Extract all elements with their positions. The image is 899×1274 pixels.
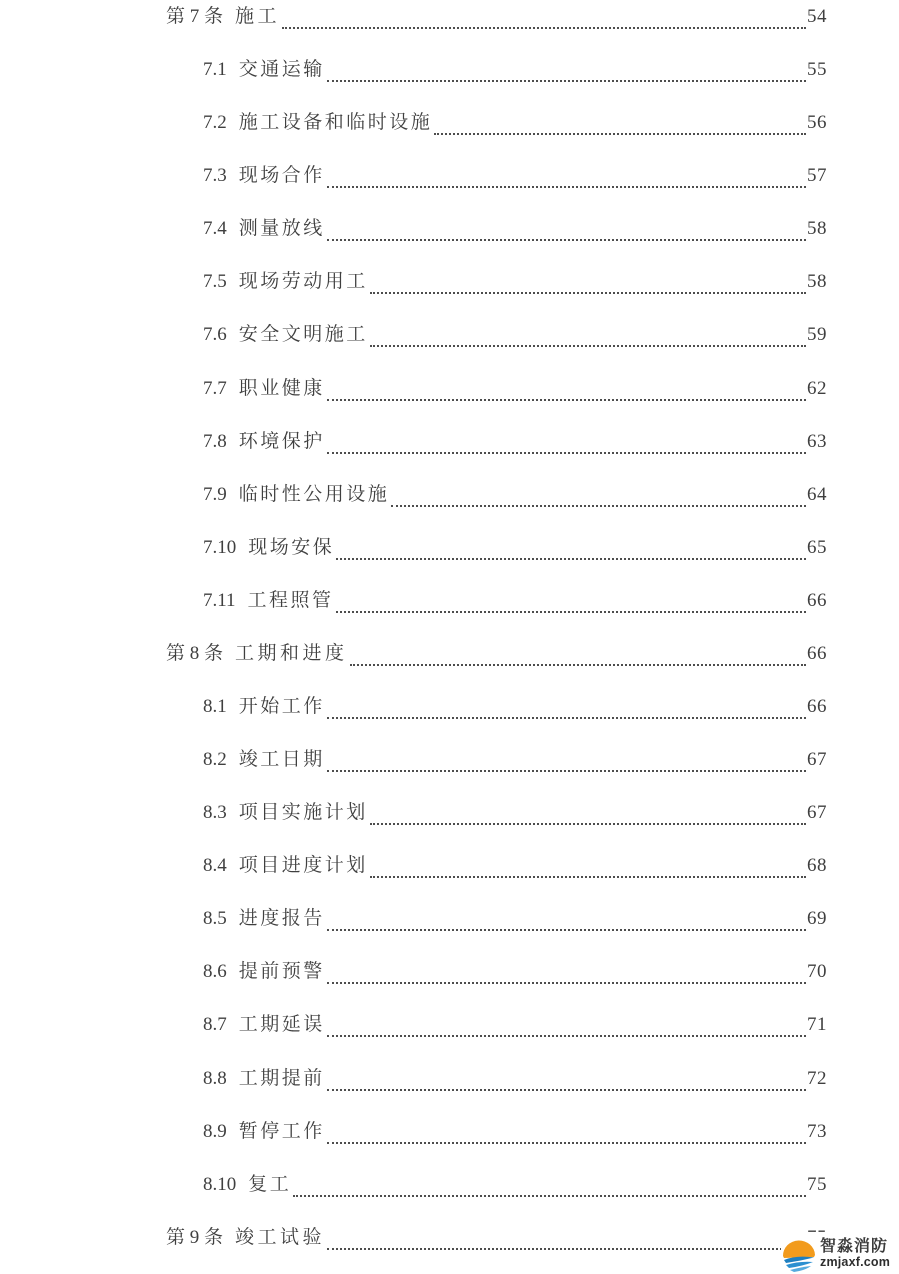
toc-entry (0, 849, 899, 902)
entry-title: 进度报告 (238, 908, 325, 930)
page-number: 73 (807, 1120, 827, 1142)
page-number: 59 (807, 324, 827, 346)
toc-entry (0, 1168, 899, 1221)
dot-leader (327, 217, 806, 241)
toc-entry (0, 690, 899, 743)
page-number: 58 (807, 271, 827, 293)
entry-title: 现场劳动用工 (238, 271, 368, 293)
entry-number: 8.8 (203, 1067, 227, 1089)
page-number: 67 (807, 802, 827, 824)
dot-leader (350, 642, 806, 666)
dot-leader (370, 270, 806, 294)
toc-entry (0, 1221, 899, 1274)
dot-leader (293, 1173, 806, 1197)
watermark-logo-icon (781, 1237, 817, 1273)
watermark-brand: 智淼消防 (820, 1238, 889, 1256)
entry-number: 8.2 (203, 749, 227, 771)
entry-title: 职业健康 (238, 377, 325, 399)
page-number: 54 (807, 6, 827, 27)
entry-title: 交通运输 (238, 59, 325, 81)
toc-entry (0, 159, 899, 212)
entry-number: 8.6 (203, 961, 227, 983)
dot-leader (327, 377, 806, 401)
entry-number: 7.3 (203, 165, 227, 187)
dot-leader (370, 323, 806, 347)
entry-title: 复工 (248, 1173, 292, 1195)
page-number: 72 (807, 1067, 827, 1089)
entry-number: 7.1 (203, 59, 227, 81)
entry-number: 7.2 (203, 112, 227, 134)
entry-title: 提前预警 (238, 961, 325, 983)
toc-entry (0, 53, 899, 106)
entry-title: 安全文明施工 (238, 324, 368, 346)
dot-leader (327, 164, 806, 188)
entry-title: 竣工试验 (235, 1226, 326, 1248)
dot-leader (336, 536, 806, 560)
toc-entry (0, 1008, 899, 1061)
toc-entry (0, 1062, 899, 1115)
entry-number: 8.9 (203, 1120, 227, 1142)
toc-entry (0, 212, 899, 265)
entry-number: 7.6 (203, 324, 227, 346)
toc-entry (0, 106, 899, 159)
entry-number: 7.8 (203, 430, 227, 452)
page-number: 58 (807, 218, 827, 240)
entry-number: 7.4 (203, 218, 227, 240)
dot-leader (327, 58, 806, 82)
entry-number: 7.5 (203, 271, 227, 293)
dot-leader (327, 1067, 806, 1091)
toc-entry (0, 318, 899, 371)
page-number: 69 (807, 908, 827, 930)
dot-leader (336, 589, 806, 613)
page-number: 66 (807, 589, 827, 611)
entry-number: 8.10 (203, 1173, 237, 1195)
watermark-domain: zmjaxf.com (820, 1254, 891, 1269)
page-number: 67 (807, 749, 827, 771)
dot-leader (327, 1120, 806, 1144)
page-number: 75 (807, 1173, 827, 1195)
page-number: 66 (807, 696, 827, 718)
entry-number: 8.5 (203, 908, 227, 930)
entry-number: 8.7 (203, 1014, 227, 1036)
watermark-badge (781, 1232, 898, 1274)
toc-entry (0, 743, 899, 796)
entry-title: 环境保护 (238, 430, 325, 452)
page-number: 64 (807, 483, 827, 505)
entry-number: 7.7 (203, 377, 227, 399)
entry-number: 8.4 (203, 855, 227, 877)
page-number: 70 (807, 961, 827, 983)
page-number: 68 (807, 855, 827, 877)
toc-entry (0, 637, 899, 690)
dot-leader (327, 1226, 806, 1250)
toc-entry (0, 265, 899, 318)
entry-title: 项目进度计划 (238, 855, 368, 877)
page-number: 63 (807, 430, 827, 452)
page-number: 65 (807, 536, 827, 558)
dot-leader (327, 960, 806, 984)
entry-title: 现场合作 (238, 165, 325, 187)
entry-number: 8.3 (203, 802, 227, 824)
page-number: 57 (807, 165, 827, 187)
entry-title: 竣工日期 (238, 749, 325, 771)
entry-title: 测量放线 (238, 218, 325, 240)
dot-leader (370, 854, 806, 878)
entry-title: 工期提前 (238, 1067, 325, 1089)
page-number: 62 (807, 377, 827, 399)
toc-entry (0, 955, 899, 1008)
toc-entry (0, 1115, 899, 1168)
entry-number: 7.11 (203, 589, 236, 611)
entry-title: 开始工作 (238, 696, 325, 718)
dot-leader (327, 1013, 806, 1037)
dot-leader (391, 483, 806, 507)
dot-leader (327, 695, 806, 719)
dot-leader (282, 5, 806, 29)
toc-entry (0, 478, 899, 531)
toc-entry (0, 796, 899, 849)
page-number: 66 (807, 642, 827, 664)
dot-leader (327, 430, 806, 454)
toc-entry (0, 372, 899, 425)
entry-title: 工程照管 (247, 589, 334, 611)
entry-number: 8.1 (203, 696, 227, 718)
entry-title: 施工 (235, 6, 281, 27)
entry-title: 临时性公用设施 (238, 483, 390, 505)
entry-title: 工期和进度 (235, 642, 348, 664)
toc-entry (0, 425, 899, 478)
page-number: 56 (807, 112, 827, 134)
toc-entry (0, 902, 899, 955)
entry-title: 施工设备和临时设施 (238, 112, 433, 134)
toc-entry (0, 531, 899, 584)
page-number: 55 (807, 59, 827, 81)
entry-number: 第 8 条 (166, 642, 224, 664)
page-number: 71 (807, 1014, 827, 1036)
entry-number: 第 7 条 (166, 6, 224, 27)
entry-title: 项目实施计划 (238, 802, 368, 824)
dot-leader (370, 801, 806, 825)
dot-leader (327, 748, 806, 772)
toc-entry (0, 0, 899, 53)
entry-title: 工期延误 (238, 1014, 325, 1036)
entry-title: 现场安保 (248, 536, 335, 558)
entry-title: 暂停工作 (238, 1120, 325, 1142)
entry-number: 7.10 (203, 536, 237, 558)
entry-number: 7.9 (203, 483, 227, 505)
entry-number: 第 9 条 (166, 1226, 224, 1248)
watermark-text (820, 1239, 890, 1269)
dot-leader (434, 111, 806, 135)
toc-entry (0, 584, 899, 637)
dot-leader (327, 907, 806, 931)
